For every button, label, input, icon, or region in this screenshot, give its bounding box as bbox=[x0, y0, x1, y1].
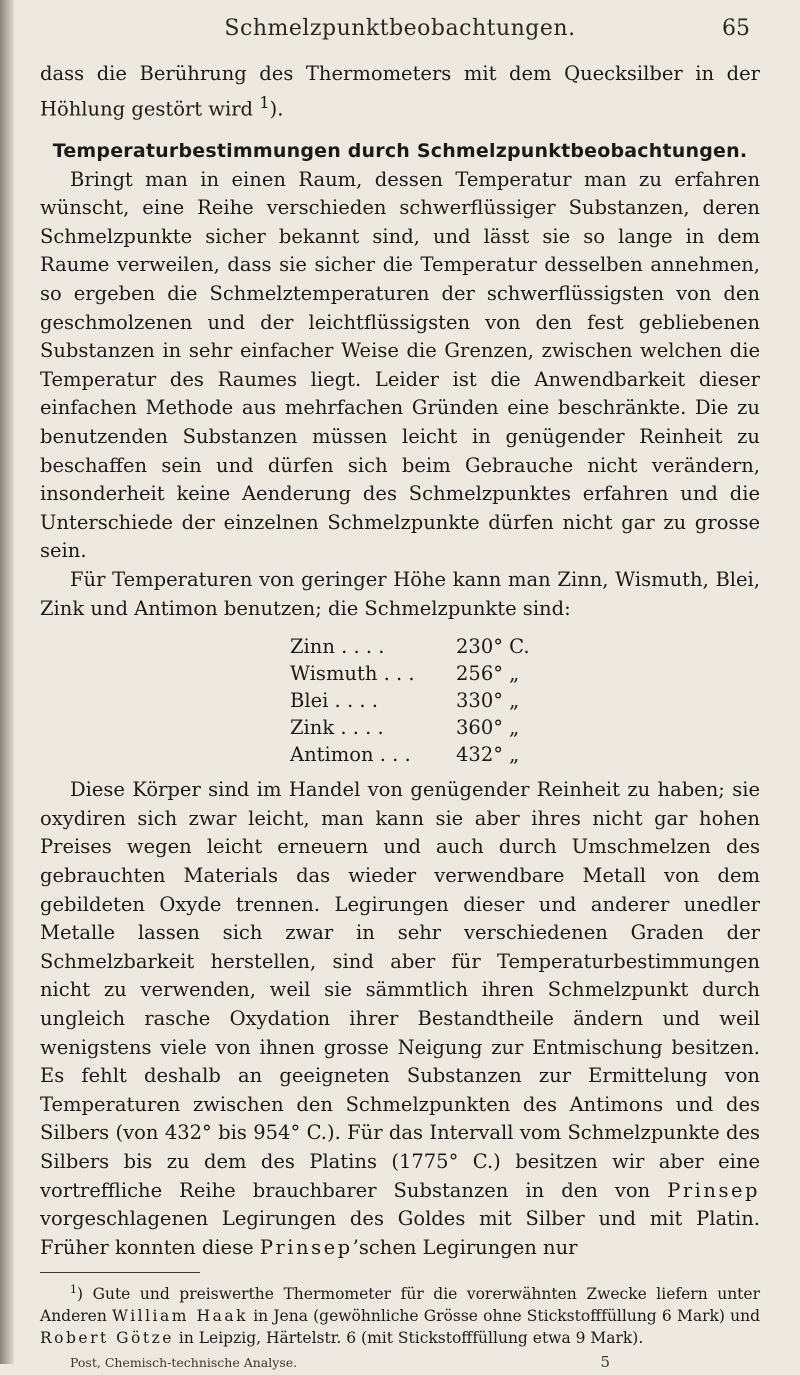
metal-name: Zink . . . . bbox=[290, 716, 384, 740]
footnote-name-goetze: Robert Götze bbox=[40, 1329, 174, 1348]
running-head bbox=[40, 16, 760, 60]
section-heading: Temperaturbestimmungen durch Schmelzpunktbeobachtungen. bbox=[52, 139, 748, 162]
intro-text-end: ). bbox=[269, 97, 284, 121]
alloys-text-b: vorgeschlagenen Legirungen des Goldes mit Silber und mit Platin. Früher konnten diese bbox=[40, 1207, 760, 1259]
footnote-marker: 1 bbox=[70, 1283, 77, 1297]
printer-imprint bbox=[40, 1351, 760, 1375]
footnote-ref: 1 bbox=[259, 92, 270, 112]
book-binding-shadow bbox=[0, 0, 14, 1364]
running-title: Schmelzpunktbeobachtungen. bbox=[224, 16, 576, 41]
footnote-divider bbox=[40, 1272, 200, 1273]
metal-name: Zinn . . . . bbox=[290, 635, 385, 659]
melting-point: 256° „ bbox=[456, 662, 520, 686]
table-row bbox=[290, 687, 530, 714]
melting-point-table bbox=[290, 633, 530, 768]
melting-point: 432° „ bbox=[456, 743, 520, 767]
footnote-text-a: ) Gute und preiswerthe Thermometer für die vorerwähnten Zwecke liefern unter Anderen bbox=[40, 1285, 760, 1326]
alloys-text-c: ’schen Legirungen nur bbox=[352, 1235, 578, 1259]
page-number: 65 bbox=[722, 16, 750, 41]
table-row bbox=[290, 714, 530, 741]
melting-point: 230° C. bbox=[456, 635, 530, 659]
melting-point: 360° „ bbox=[456, 716, 520, 740]
intro-text: dass die Berührung des Thermometers mit dem Quecksilber in der Höhlung gestört wird bbox=[40, 62, 760, 121]
author-name-prinsep-possessive: Prinsep bbox=[259, 1235, 353, 1259]
table-row bbox=[290, 741, 530, 768]
footnote-name-haak: William Haak bbox=[112, 1307, 249, 1326]
intro-paragraph bbox=[40, 60, 760, 124]
metal-name: Blei . . . . bbox=[290, 689, 378, 713]
footnote bbox=[40, 1279, 760, 1349]
sheet-signature: 5 bbox=[600, 1353, 610, 1372]
table-row bbox=[290, 660, 530, 687]
author-name-prinsep: Prinsep bbox=[667, 1178, 761, 1202]
alloys-text-a: Diese Körper sind im Handel von genügender Reinheit zu haben; sie oxydiren sich zwar leicht, man kann sie aber ihres nicht gar hohen Preises wegen leicht erneuern und auch durch Umschmelzen des gebrauchten Materials das wieder verwendbare Metall von dem gebildeten Oxyde trennen. Legirungen dieser und anderer unedler Metalle lassen sich zwar in sehr verschiedenen Graden der Schmelzbarkeit herstellen, sind aber für Temperaturbestimmungen nicht zu verwenden, weil sie sämmtlich ihren Schmelzpunkt durch ungleich rasche Oxydation ihrer Bestandtheile ändern und weil wenigstens viele von ihnen grosse Neigung zur Entmischung besitzen. Es fehlt deshalb an geeigneten Substanzen zur Ermittelung von Temperaturen zwischen den Schmelzpunkten des Antimons und des Silbers (von 432° bis 954° C.). Für das Intervall vom Schmelzpunkte des Silbers bis zu dem des Platins (1775° C.) besitzen wir aber eine vortreffliche Reihe brauchbarer Substanzen in den von bbox=[40, 778, 760, 1202]
melting-point: 330° „ bbox=[456, 689, 520, 713]
paragraph-metals-intro: Für Temperaturen von geringer Höhe kann man Zinn, Wismuth, Blei, Zink und Antimon benutzen; die Schmelzpunkte sind: bbox=[40, 568, 760, 620]
metal-name: Wismuth . . . bbox=[290, 662, 415, 686]
paragraph-alloys bbox=[40, 776, 760, 1262]
table-row bbox=[290, 633, 530, 660]
paragraph-method: Bringt man in einen Raum, dessen Temperatur man zu erfahren wünscht, eine Reihe verschieden schwerflüssiger Substanzen, deren Schmelzpunkte sicher bekannt sind, und lässt sie so lange in dem Raume verweilen, dass sie sicher die Temperatur desselben annehmen, so ergeben die Schmelztemperaturen der schwerflüssigsten von den geschmolzenen und der leichtflüssigsten von den fest gebliebenen Substanzen in sehr einfacher Weise die Grenzen, zwischen welchen die Temperatur des Raumes liegt. Leider ist die Anwendbarkeit dieser einfachen Methode aus mehrfachen Gründen eine beschränkte. Die zu benutzenden Substanzen müssen leicht in genügender Reinheit zu beschaffen sein und dürfen sich beim Gebrauche nicht verändern, insonderheit keine Aenderung des Schmelzpunktes erfahren und die Unterschiede der einzelnen Schmelzpunkte dürfen nicht gar zu grosse sein. bbox=[40, 167, 760, 563]
footnote-text-b: in Jena (gewöhnliche Grösse ohne Stickstofffüllung 6 Mark) und bbox=[253, 1307, 760, 1326]
book-page bbox=[40, 16, 760, 1375]
imprint-text: Post, Chemisch-technische Analyse. bbox=[70, 1355, 298, 1371]
metal-name: Antimon . . . bbox=[290, 743, 411, 767]
footnote-text-c: in Leipzig, Härtelstr. 6 (mit Stickstofffüllung etwa 9 Mark). bbox=[178, 1329, 644, 1348]
